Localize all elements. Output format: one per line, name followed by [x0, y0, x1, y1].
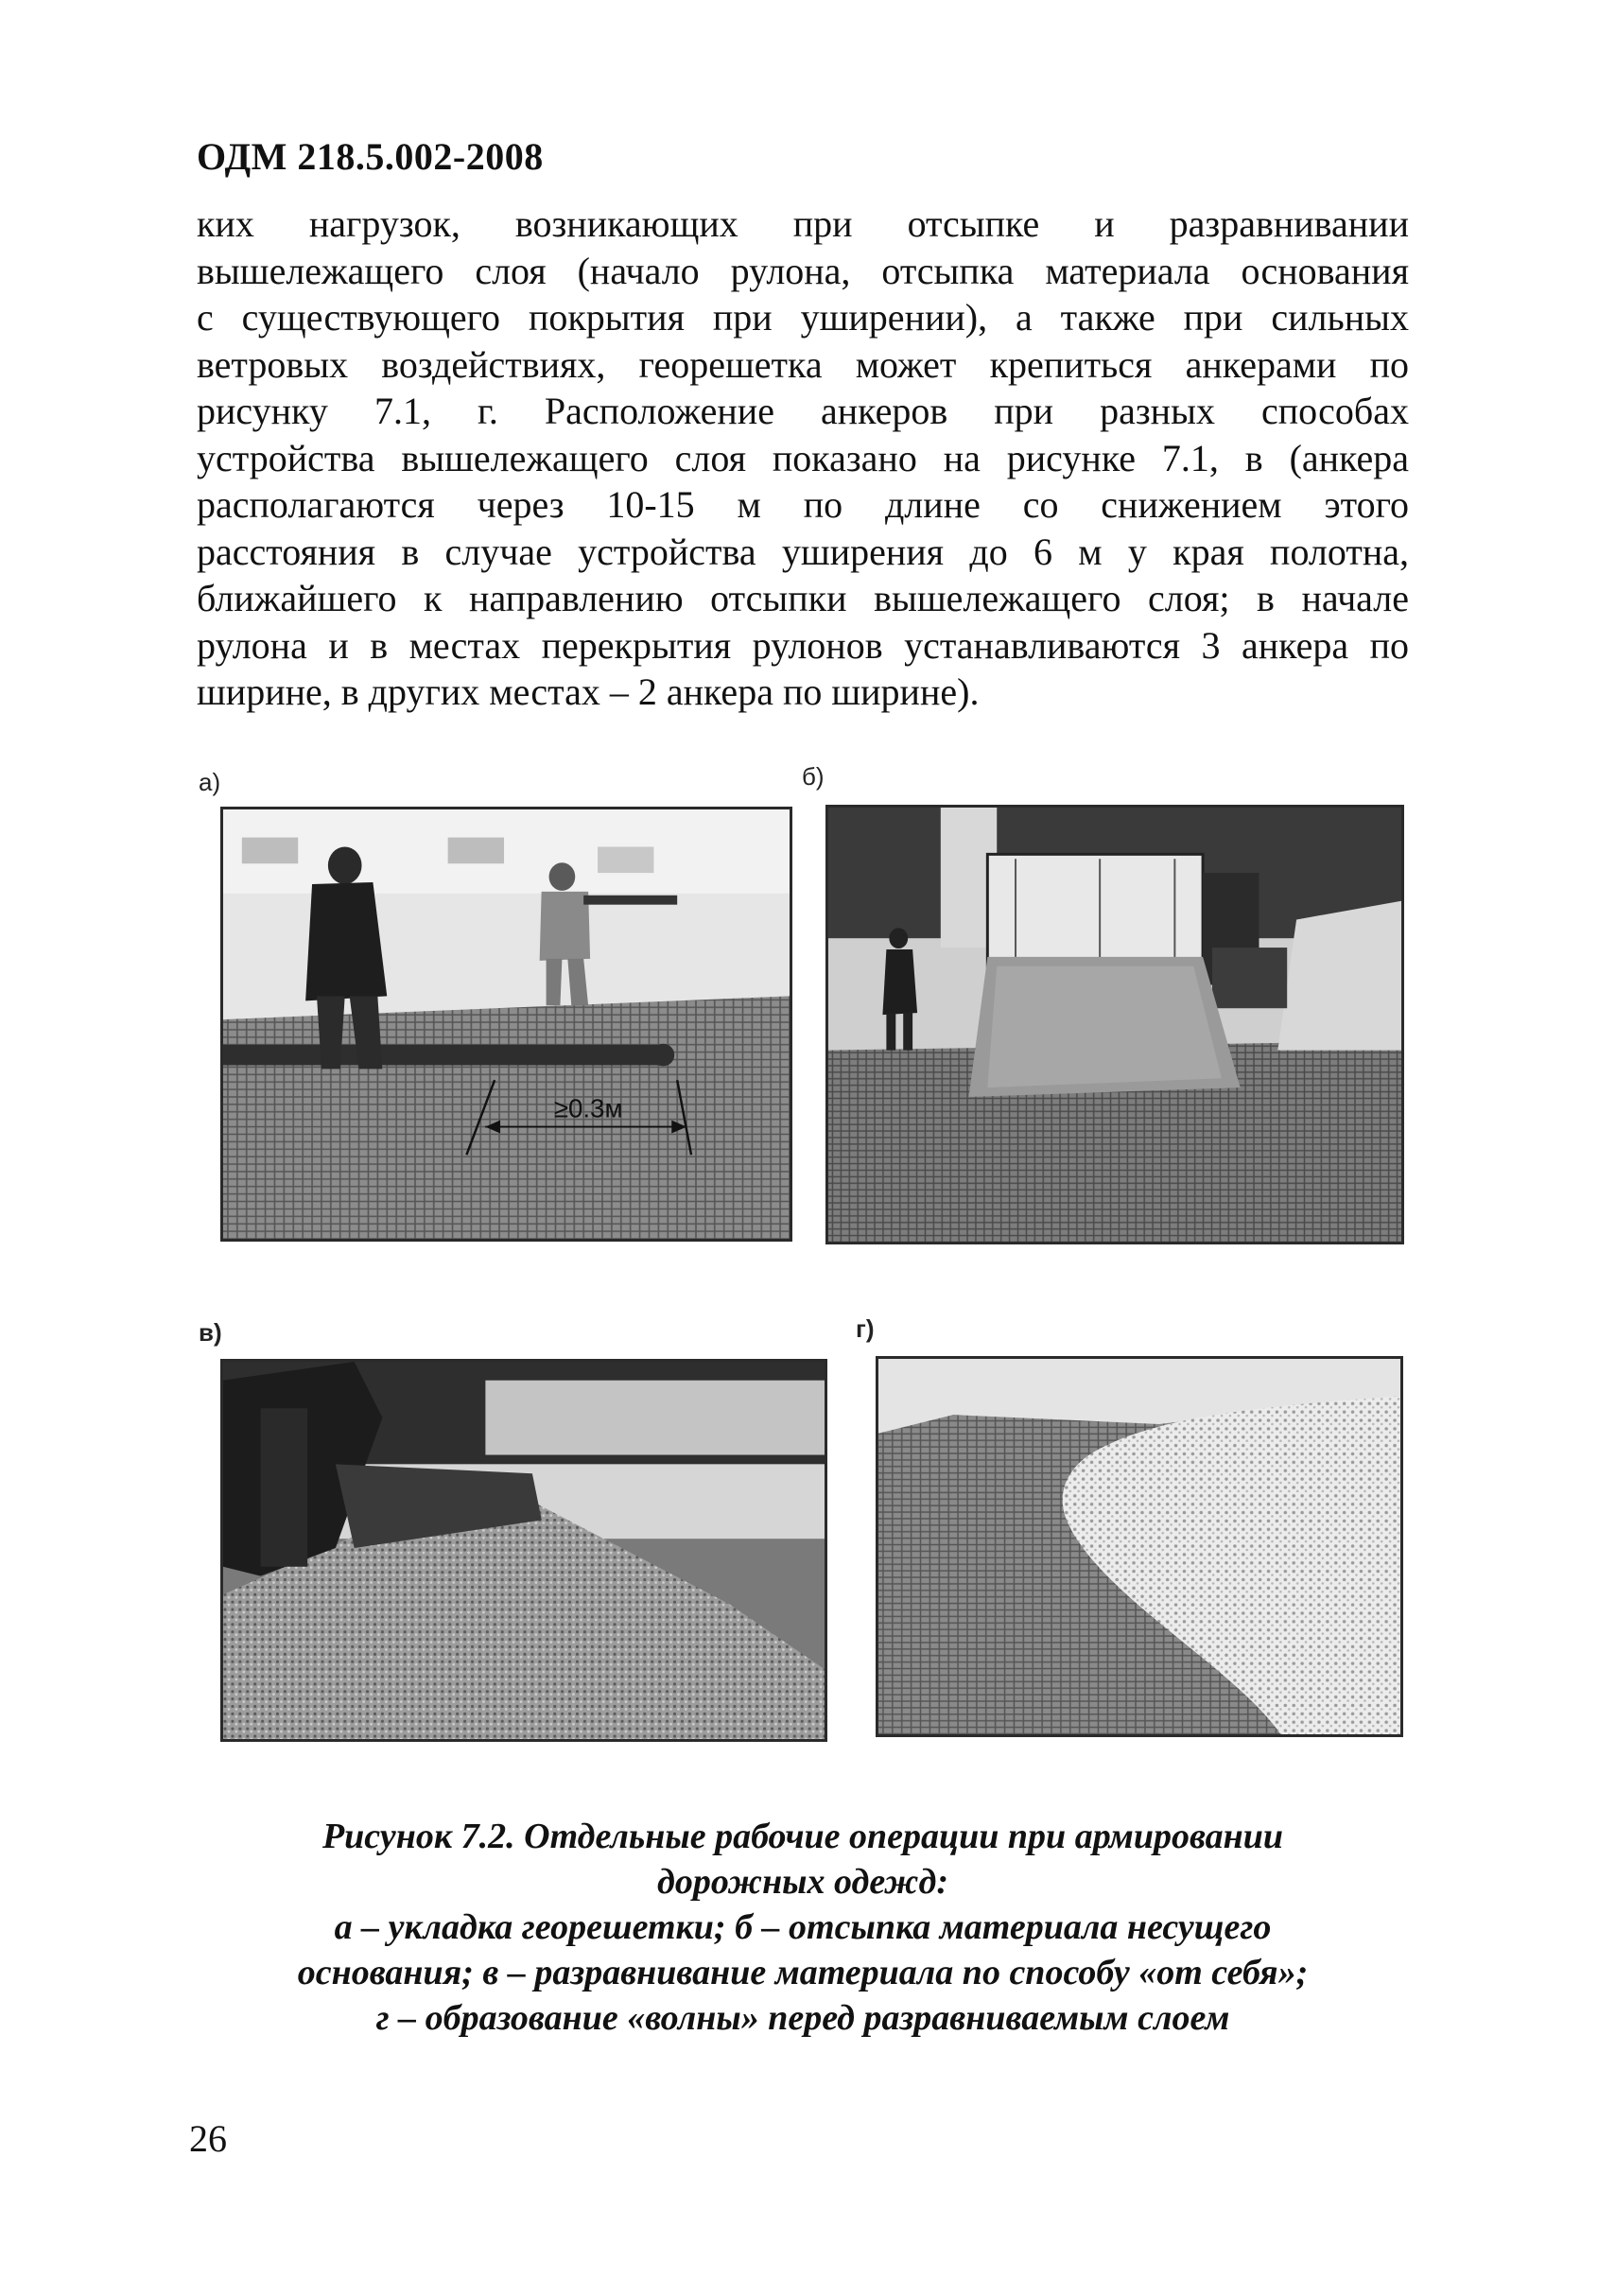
caption-line: основания; в – разравнивание материала по способу «от себя»;: [297, 1953, 1309, 1992]
photo-material-spreading: [220, 1359, 827, 1742]
measure-annotation: ≥0.3м: [553, 1093, 623, 1123]
body-line: рисунку 7.1, г. Расположение анкеров при разных способах: [197, 390, 1409, 432]
panel-label-a: а): [199, 768, 221, 796]
caption-line: г – образование «волны» перед разравниваемым слоем: [375, 1998, 1230, 2038]
panel-label-b: б): [802, 762, 825, 791]
body-line: рулона и в местах перекрытия рулонов устанавливаются 3 анкера по: [197, 623, 1409, 667]
body-line: расстояния в случае устройства уширения до 6 м у края полотна,: [197, 530, 1409, 573]
body-paragraph: [197, 200, 1409, 716]
body-line: устройства вышележащего слоя показано на рисунке 7.1, в (анкера: [197, 436, 1409, 479]
photo-material-wave: [876, 1356, 1403, 1737]
body-line: располагаются через 10-15 м по длине со снижением этого: [197, 483, 1409, 526]
photo-geogrid-laying: [220, 807, 792, 1242]
body-line: ближайшего к направлению отсыпки вышележащего слоя; в начале: [197, 577, 1409, 619]
document-header: ОДМ 218.5.002-2008: [197, 135, 544, 178]
body-line: вышележащего слоя (начало рулона, отсыпка материала основания: [197, 249, 1409, 292]
body-line: ветровых воздействиях, георешетка может крепиться анкерами по: [197, 342, 1409, 386]
body-line: с существующего покрытия при уширении), а также при сильных: [197, 296, 1409, 339]
photo-material-dumping: [825, 805, 1404, 1244]
caption-line: а – укладка георешетки; б – отсыпка материала несущего: [334, 1907, 1272, 1947]
caption-line: Рисунок 7.2. Отдельные рабочие операции при армировании: [321, 1817, 1284, 1856]
page-number: 26: [189, 2117, 227, 2160]
caption-line: дорожных одежд:: [656, 1862, 948, 1902]
panel-label-g: г): [856, 1314, 875, 1343]
body-line: ширине, в других местах – 2 анкера по ширине).: [197, 670, 980, 713]
panel-label-v: в): [199, 1318, 222, 1347]
figure-caption: [197, 1814, 1409, 2041]
body-line: ких нагрузок, возникающих при отсыпке и разравнивании: [197, 202, 1409, 245]
